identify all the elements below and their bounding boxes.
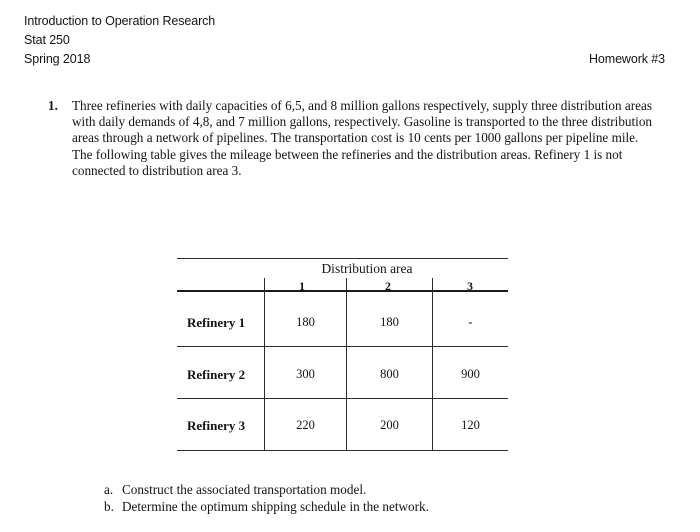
row-label: Refinery 3 xyxy=(187,418,246,433)
table-row-rule xyxy=(177,346,508,347)
problem-number: 1. xyxy=(48,98,58,113)
table-cell: 220 xyxy=(296,418,315,432)
question-b xyxy=(104,499,429,515)
column-header: 1 xyxy=(299,279,305,293)
table-cell: 200 xyxy=(380,418,399,432)
term: Spring 2018 xyxy=(24,52,91,66)
question-label: a. xyxy=(104,482,114,497)
column-header: 3 xyxy=(467,279,473,293)
question-a xyxy=(104,482,366,498)
mileage-table xyxy=(177,252,508,452)
table-bottom-rule xyxy=(177,450,508,451)
table-cell: 180 xyxy=(296,315,315,329)
table-row-rule xyxy=(177,398,508,399)
table-cell: 120 xyxy=(461,418,480,432)
homework-label: Homework #3 xyxy=(588,52,665,66)
question-text: Construct the associated transportation model. xyxy=(122,482,367,497)
table-cell: 800 xyxy=(380,367,399,381)
table-top-rule xyxy=(177,258,508,259)
row-label: Refinery 2 xyxy=(187,367,246,382)
question-text: Determine the optimum shipping schedule in the network. xyxy=(122,499,429,514)
table-cell: 300 xyxy=(296,367,315,381)
course-code: Stat 250 xyxy=(24,33,70,47)
question-label: b. xyxy=(104,499,114,514)
problem-statement xyxy=(48,98,658,179)
table-cell: 180 xyxy=(380,315,399,329)
problem-text: Three refineries with daily capacities of 6,5, and 8 million gallons respectively, supply three distribution areas with daily demands of 4,8, and 7 million gallons, respectively. Gasoline is transported to the three distribution areas through a network of pipelines. The transportation cost is 10 cents per 1000 gallons per pipeline mile. The following table gives the mileage between the refineries and the distribution areas. Refinery 1 is not connected to distribution area 3. xyxy=(72,98,653,178)
distribution-area-header: Distribution area xyxy=(321,261,413,276)
course-title: Introduction to Operation Research xyxy=(24,14,216,28)
table-cell: 900 xyxy=(461,367,480,381)
column-header: 2 xyxy=(385,279,391,293)
table-cell: - xyxy=(468,315,473,329)
row-label: Refinery 1 xyxy=(187,315,246,330)
